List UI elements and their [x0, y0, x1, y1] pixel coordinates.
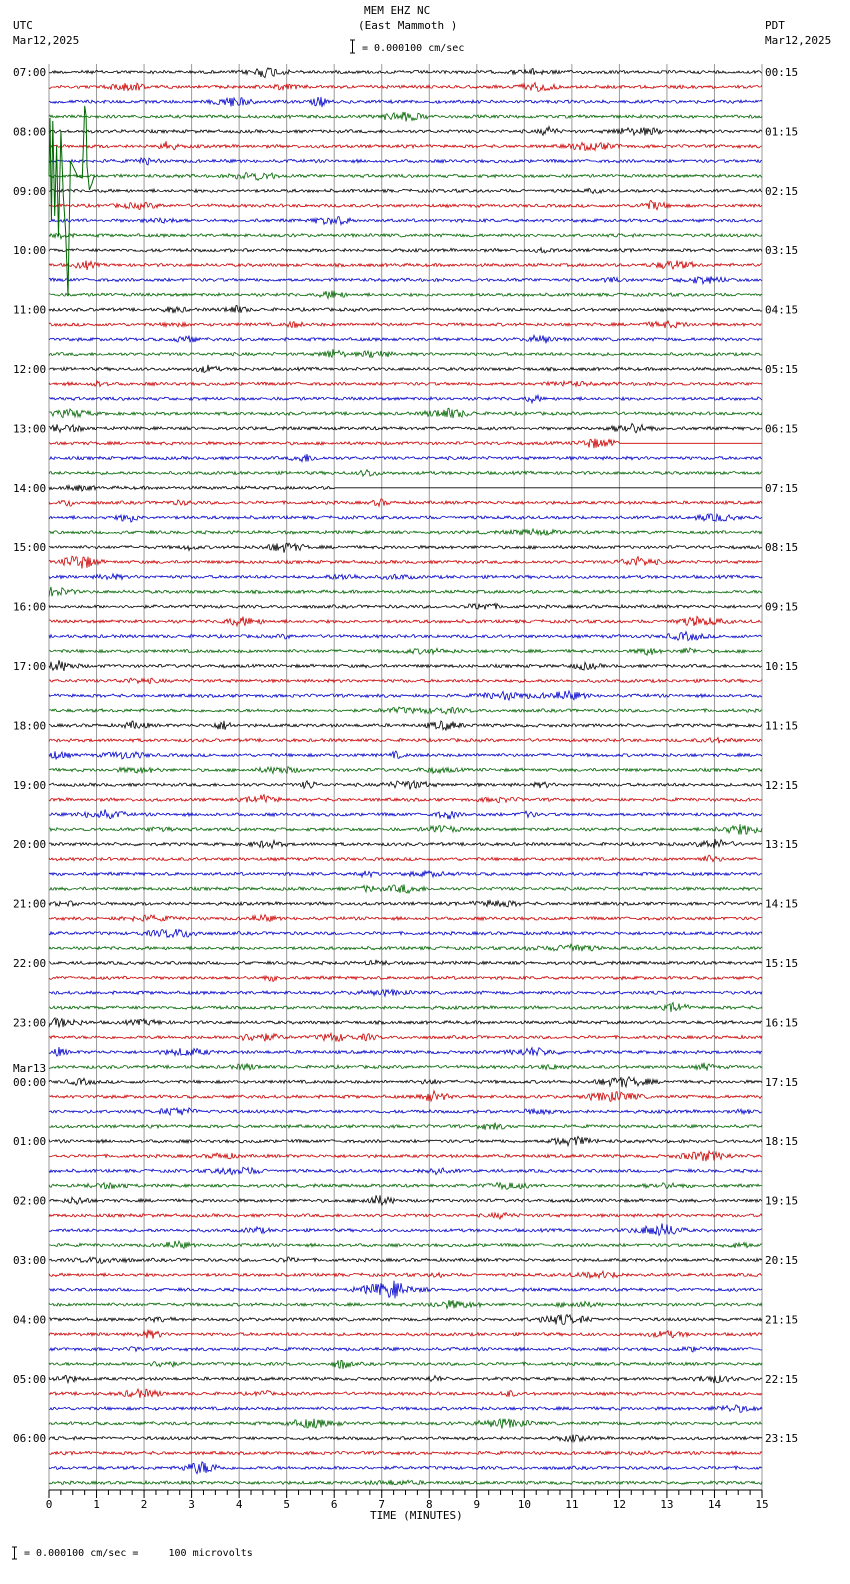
seismic-trace — [49, 408, 762, 418]
seismic-trace — [49, 349, 762, 358]
seismic-trace — [49, 1419, 762, 1429]
right-hour-label: 00:15 — [765, 66, 799, 79]
x-tick-label: 9 — [473, 1498, 481, 1511]
seismic-trace — [49, 1257, 762, 1264]
seismic-trace — [49, 141, 762, 150]
x-tick-label: 0 — [45, 1498, 53, 1511]
seismic-trace — [49, 248, 762, 253]
left-hour-label: 01:00 — [13, 1135, 47, 1149]
seismic-trace — [49, 871, 762, 877]
left-hour-label: 18:00 — [13, 719, 47, 733]
seismic-trace — [49, 454, 762, 462]
right-hour-label: 12:15 — [765, 778, 799, 792]
seismic-trace — [49, 127, 762, 136]
seismic-trace — [49, 321, 762, 328]
left-hour-label: 00:00 — [13, 1075, 47, 1089]
seismic-trace — [49, 158, 762, 165]
left-hour-label: 12:00 — [13, 363, 47, 376]
seismic-trace — [49, 291, 762, 299]
seismic-trace — [49, 1330, 762, 1339]
seismic-trace — [49, 660, 762, 671]
seismic-trace — [49, 1003, 762, 1012]
left-date: Mar12,2025 — [13, 34, 80, 47]
right-hour-label: 18:15 — [765, 1135, 799, 1149]
left-hour-label: 03:00 — [13, 1254, 47, 1267]
x-tick-label: 14 — [707, 1498, 722, 1511]
seismic-trace — [49, 632, 762, 641]
seismic-trace — [49, 824, 762, 834]
seismic-trace — [49, 172, 762, 180]
seismic-trace — [49, 68, 762, 78]
seismic-trace — [49, 990, 762, 997]
right-hour-label: 17:15 — [765, 1075, 799, 1089]
seismic-trace — [49, 1462, 762, 1474]
seismic-trace — [49, 1435, 762, 1442]
x-tick-label: 7 — [378, 1498, 386, 1511]
right-hour-label: 04:15 — [765, 303, 799, 317]
seismic-trace — [49, 810, 762, 820]
seismic-trace — [49, 188, 762, 193]
right-hour-label: 10:15 — [765, 660, 799, 673]
seismic-trace — [49, 543, 762, 553]
x-tick-label: 1 — [93, 1498, 100, 1511]
seismic-trace — [49, 1018, 762, 1028]
seismic-trace — [49, 217, 762, 225]
seismic-trace — [49, 1077, 762, 1087]
station-title: MEM EHZ NC — [364, 4, 431, 17]
right-hour-label: 11:15 — [765, 719, 799, 733]
seismic-trace — [49, 1300, 762, 1308]
scale-bar-icon — [350, 40, 355, 53]
left-hour-label: 17:00 — [13, 660, 47, 673]
left-hour-label: 22:00 — [13, 957, 47, 970]
seismic-trace — [49, 335, 762, 343]
seismic-trace — [49, 556, 762, 568]
seismic-trace — [49, 721, 762, 731]
left-hour-label: 07:00 — [13, 66, 47, 79]
x-axis-title: TIME (MINUTES) — [370, 1509, 463, 1522]
seismic-trace — [49, 514, 762, 522]
seismic-trace — [49, 1108, 762, 1115]
seismic-trace — [49, 97, 762, 107]
left-hour-label: 23:00 — [13, 1016, 47, 1030]
seismic-trace — [49, 960, 762, 965]
seismic-trace — [49, 1347, 762, 1352]
left-hour-label: 13:00 — [13, 422, 47, 436]
x-tick-label: 3 — [188, 1498, 195, 1511]
left-hour-label: 04:00 — [13, 1313, 47, 1327]
right-hour-label: 21:15 — [765, 1313, 799, 1327]
left-hour-label: 02:00 — [13, 1194, 47, 1208]
seismic-trace — [49, 200, 762, 209]
left-hour-label: 15:00 — [13, 541, 47, 555]
footer-scale-bar-icon — [12, 1547, 17, 1559]
x-tick-label: 13 — [660, 1498, 674, 1511]
seismic-trace — [49, 976, 762, 982]
seismic-trace — [49, 1167, 762, 1174]
left-hour-label: 06:00 — [13, 1432, 47, 1446]
x-tick-label: 4 — [235, 1498, 243, 1511]
seismic-trace — [49, 795, 762, 803]
left-hour-label: 21:00 — [13, 897, 47, 911]
x-tick-label: 5 — [283, 1498, 290, 1511]
seismic-trace — [49, 707, 762, 714]
seismic-trace — [49, 233, 762, 238]
right-hour-label: 03:15 — [765, 244, 799, 258]
left-hour-label: 08:00 — [13, 125, 47, 139]
right-hour-label: 07:15 — [765, 481, 799, 495]
right-hour-label: 05:15 — [765, 363, 799, 376]
seismic-trace — [49, 381, 762, 387]
seismic-trace — [49, 485, 762, 491]
right-hour-label: 23:15 — [765, 1432, 799, 1446]
seismic-trace — [49, 395, 762, 403]
left-hour-label: 19:00 — [13, 778, 47, 792]
seismic-trace — [49, 1063, 762, 1071]
seismic-trace — [49, 781, 762, 790]
seismic-trace — [49, 616, 762, 626]
seismic-trace — [49, 1480, 762, 1485]
x-tick-label: 12 — [612, 1498, 627, 1511]
seismic-trace — [49, 365, 762, 373]
left-hour-label: 05:00 — [13, 1372, 47, 1386]
right-hour-label: 20:15 — [765, 1254, 799, 1267]
left-hour-label: 20:00 — [13, 838, 47, 852]
seismic-trace — [49, 1281, 762, 1299]
seismic-trace — [49, 648, 762, 655]
right-hour-label: 22:15 — [765, 1372, 799, 1386]
x-tick-label: 8 — [425, 1498, 433, 1511]
x-tick-label: 10 — [517, 1498, 531, 1511]
seismic-trace — [49, 678, 762, 684]
x-tick-label: 15 — [755, 1498, 769, 1511]
seismic-trace — [49, 112, 762, 122]
seismic-trace — [49, 1123, 762, 1130]
seismic-trace — [49, 1091, 762, 1102]
right-hour-label: 08:15 — [765, 541, 799, 555]
seismic-trace — [49, 738, 762, 744]
seismic-trace — [49, 1151, 762, 1161]
seismic-trace — [49, 587, 762, 597]
seismic-trace — [49, 1195, 762, 1205]
scale-legend: = 0.000100 cm/sec — [362, 43, 465, 54]
date-change-label: Mar13 — [13, 1061, 47, 1075]
seismic-trace — [49, 1223, 762, 1235]
seismic-trace — [49, 306, 762, 314]
seismic-trace — [49, 751, 762, 759]
seismic-trace — [49, 1405, 762, 1413]
seismic-trace — [49, 900, 762, 907]
station-location: (East Mammoth ) — [358, 19, 458, 32]
seismic-trace — [49, 1241, 762, 1248]
right-date: Mar12,2025 — [765, 34, 832, 47]
seismic-trace — [49, 83, 762, 92]
seismic-trace — [49, 1375, 762, 1383]
seismic-trace — [49, 1213, 762, 1219]
seismic-trace — [49, 470, 762, 477]
seismic-trace — [49, 915, 762, 922]
right-hour-label: 09:15 — [765, 600, 799, 614]
seismic-trace — [49, 1451, 762, 1455]
right-hour-label: 14:15 — [765, 897, 799, 911]
seismic-trace — [49, 944, 762, 951]
left-timezone: UTC — [13, 19, 33, 32]
left-hour-label: 14:00 — [13, 481, 47, 495]
right-hour-label: 13:15 — [765, 838, 799, 852]
seismic-trace — [49, 1271, 762, 1278]
seismic-trace — [49, 1360, 762, 1369]
seismic-trace — [49, 691, 762, 700]
seismic-trace — [49, 276, 762, 284]
seismic-trace — [49, 529, 762, 535]
right-hour-label: 02:15 — [765, 184, 799, 198]
seismic-trace — [49, 1047, 762, 1056]
left-hour-label: 16:00 — [13, 600, 47, 614]
right-hour-label: 15:15 — [765, 957, 799, 970]
x-tick-label: 6 — [330, 1498, 338, 1511]
right-hour-label: 01:15 — [765, 125, 799, 139]
right-hour-label: 16:15 — [765, 1016, 799, 1030]
seismic-trace — [49, 884, 762, 893]
right-hour-label: 19:15 — [765, 1194, 799, 1208]
seismic-trace — [49, 260, 762, 270]
seismic-trace — [49, 499, 762, 506]
seismic-trace — [49, 1033, 762, 1041]
seismic-trace — [49, 855, 762, 861]
seismic-trace — [49, 1389, 762, 1398]
seismic-trace — [49, 1136, 762, 1145]
footer-scale-legend: = 0.000100 cm/sec = 100 microvolts — [24, 1548, 253, 1559]
seismic-trace — [49, 574, 762, 580]
x-tick-label: 11 — [565, 1498, 579, 1511]
right-hour-label: 06:15 — [765, 422, 799, 436]
left-hour-label: 10:00 — [13, 244, 47, 258]
seismic-trace — [49, 839, 762, 848]
left-hour-label: 11:00 — [13, 303, 47, 317]
seismic-trace — [49, 1183, 762, 1190]
seismic-trace — [49, 929, 762, 937]
right-timezone: PDT — [765, 19, 785, 32]
left-hour-label: 09:00 — [13, 184, 47, 198]
seismic-trace — [49, 424, 762, 433]
seismic-trace — [49, 604, 762, 610]
x-tick-label: 2 — [140, 1498, 148, 1511]
seismic-trace — [49, 439, 762, 449]
seismic-trace — [49, 767, 762, 774]
seismic-trace — [49, 1315, 762, 1325]
